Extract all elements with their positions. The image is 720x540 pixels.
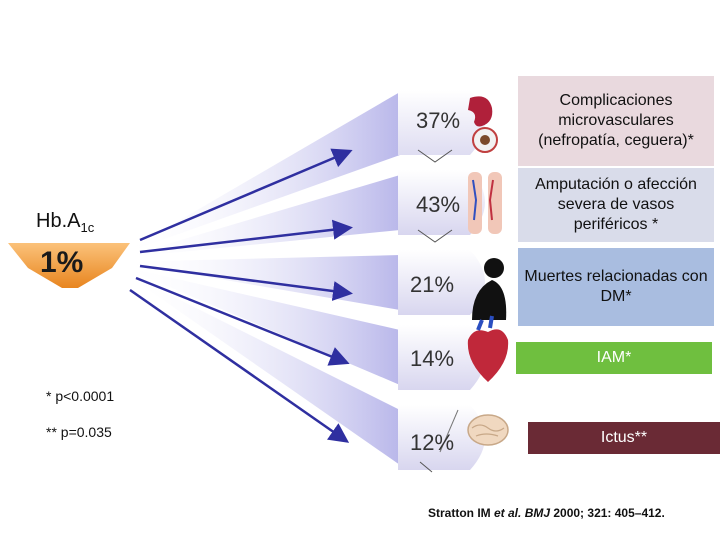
citation bbox=[428, 506, 665, 520]
label-box-ictus: Ictus** bbox=[528, 422, 720, 454]
hba1c-label bbox=[36, 210, 94, 235]
citation-rest: 2000; 321: 405–412. bbox=[550, 506, 665, 520]
label-box-microvascular: Complicaciones microvasculares (nefropatía, ceguera)* bbox=[518, 76, 714, 166]
label-box-iam: IAM* bbox=[516, 342, 712, 374]
pct-value-5: 12% bbox=[410, 430, 455, 455]
citation-etal: et al. bbox=[494, 506, 522, 520]
pct-value-4: 14% bbox=[410, 346, 455, 371]
citation-journal: BMJ bbox=[521, 506, 551, 520]
pct-value-3: 21% bbox=[410, 272, 455, 297]
hba1c-value: 1% bbox=[40, 246, 84, 279]
label-box-deaths: Muertes relacionadas con DM* bbox=[518, 248, 714, 326]
note-p1: * p<0.0001 bbox=[46, 388, 115, 404]
hba1c-label-main: Hb.A bbox=[36, 210, 81, 232]
citation-authors: Stratton IM bbox=[428, 506, 494, 520]
label-box-amputation: Amputación o afección severa de vasos periféricos * bbox=[518, 168, 714, 242]
brain-icon bbox=[468, 415, 508, 445]
legs-icon bbox=[468, 172, 502, 234]
note-p2: ** p=0.035 bbox=[46, 424, 112, 440]
hba1c-label-sub: 1c bbox=[80, 220, 95, 235]
pct-value-2: 43% bbox=[416, 192, 461, 217]
pct-value-1: 37% bbox=[416, 108, 461, 133]
